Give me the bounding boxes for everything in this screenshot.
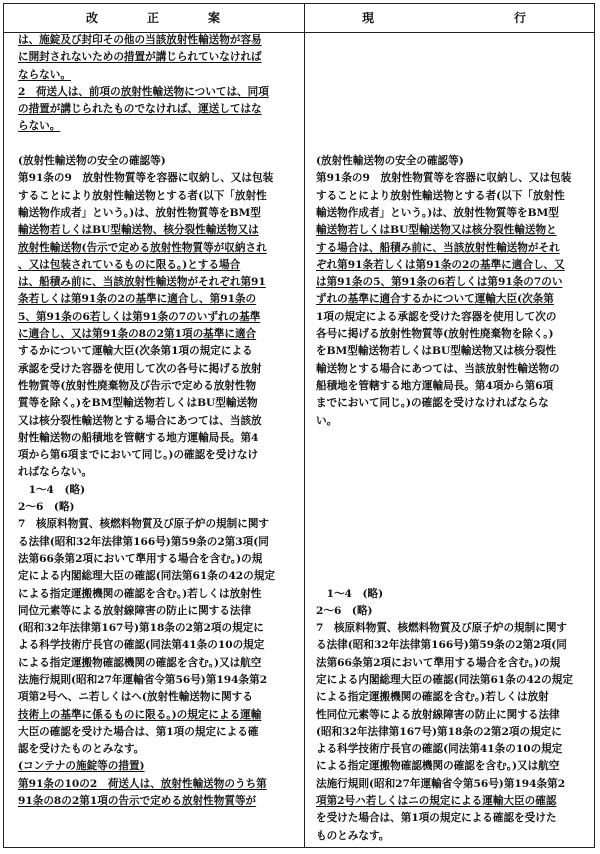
text-line: に開封されないための措置が講じられていなければ xyxy=(18,51,262,64)
header-left-char-2: 正 xyxy=(147,11,160,25)
table-header-row xyxy=(4,4,594,33)
text-line: 、又は包装されているものに限る。)とする場合 xyxy=(18,258,241,271)
text-line: 2〜6 (略) xyxy=(18,501,75,514)
text-line: による指定運搬機関の確認を含む。)若しくは放射 xyxy=(316,691,549,704)
text-line: らない。 xyxy=(18,120,61,133)
text-line: 性同位元素等による放射線障害の防止に関する法律 xyxy=(316,708,560,721)
text-line: 1項の規定による承認を受けた容器を使用して次の xyxy=(316,310,557,323)
text-line: 第91条の9 放射性物質等を容器に収納し、又は包装 xyxy=(18,172,274,185)
text-line: 法施行規則(昭和27年運輸省令第56号)第194条第2 xyxy=(18,673,268,686)
text-line: に適合し、又は第91条の8の2第1項の基準に適合 xyxy=(18,328,257,341)
text-line: い。 xyxy=(316,414,338,427)
revised-draft-column xyxy=(18,32,300,810)
text-line: ずれの基準に適合するかについて運輸大臣(次条第 xyxy=(316,293,554,306)
text-line: ならない。 xyxy=(18,68,71,81)
text-line: 性物質等(放射性廃棄物及び告示で定める放射性物 xyxy=(18,379,257,392)
text-line: 7 核原料物質、核燃料物質及び原子炉の規制に関す xyxy=(316,622,568,635)
section-heading: (放射性輸送物の安全の確認等) xyxy=(316,155,464,168)
current-column xyxy=(316,32,588,845)
text-line: 輸送物若しくはBU型輸送物又は核分裂性輸送物と xyxy=(316,224,557,237)
text-line: 定による内閣総理大臣の確認(同法第61条の42の規定 xyxy=(18,570,275,583)
text-line: 2〜6 (略) xyxy=(316,604,373,617)
text-line: (昭和32年法律第167号)第18条の2第2項の規定に xyxy=(316,725,562,738)
text-line: は、施錠及び封印その他の当該放射性輸送物が容易 xyxy=(18,34,262,46)
text-line: 7 核原料物質、核燃料物質及び原子炉の規制に関す xyxy=(18,518,270,531)
text-line: することにより放射性輸送物とする者(以下「放射性 xyxy=(18,189,267,202)
header-right-char-2: 行 xyxy=(514,11,527,25)
text-line: 輸送物若しくはBU型輸送物、核分裂性輸送物又は xyxy=(18,224,259,237)
text-line: による指定運搬物確認機関の確認を含む。)又は航空 xyxy=(18,656,262,669)
text-line: までにおいて同じ。)の確認を受けなければならな xyxy=(316,397,549,410)
section-heading: (放射性輸送物の安全の確認等) xyxy=(18,155,166,168)
text-line: 法第66条第2項において準用する場合を含む。)の規 xyxy=(316,656,561,669)
text-line: 承認を受けた容器を使用して次の各号に掲げる放射 xyxy=(18,362,262,375)
text-line: 条若しくは第91条の2の基準に適合し、第91条の xyxy=(18,293,257,306)
text-line: の措置が講じられたものでなければ、運送してはな xyxy=(18,103,262,116)
header-right-char-1: 現 xyxy=(362,11,375,25)
text-line: ればならない。 xyxy=(18,466,93,479)
text-line: 1〜4 (略) xyxy=(316,587,384,600)
text-line: 船積地を管轄する地方運輸局長。第4項から第6項 xyxy=(316,379,554,392)
text-line: は第91条の5、第91条の6若しくは第91条の7のい xyxy=(316,276,563,289)
text-line: 技術上の基準に係るものに限る。)の規定による運輸 xyxy=(18,708,262,721)
text-line: る法律(昭和32年法律第166号)第59条の2第3項(同 xyxy=(18,535,269,548)
text-line: 法第66条第2項において準用する場合を含む。)の規 xyxy=(18,552,263,565)
text-line: 91条の8の2第1項の告示で定める放射性物質等が xyxy=(18,795,257,808)
text-line: 放射性輸送物(告示で定める放射性物質等が収納され xyxy=(18,241,267,254)
text-line: 第91条の9 放射性物質等を容器に収納し、又は包装 xyxy=(316,172,572,185)
text-line: 輸送物作成者」という。)は、放射性物質等をBM型 xyxy=(18,206,261,219)
text-line: 大臣の確認を受けた場合は、第1項の規定による確 xyxy=(18,725,259,738)
text-line: 5、第91条の6若しくは第91条の7のいずれの基準 xyxy=(18,310,261,323)
header-left-char-1: 改 xyxy=(86,11,99,25)
text-line: は、船積み前に、当該放射性輸送物がそれぞれ第91 xyxy=(18,276,266,289)
text-line: による指定運搬機関の確認を含む。)若しくは放射性 xyxy=(18,587,262,600)
text-line: 項から第6項までにおいて同じ。)の確認を受けなけ xyxy=(18,449,259,462)
text-line: をBM型輸送物若しくはBU型輸送物又は核分裂性 xyxy=(316,345,557,358)
text-line: よる科学技術庁長官の確認(同法第41条の10の規定 xyxy=(316,743,563,756)
text-line: 輸送物作成者」という。)は、放射性物質等をBM型 xyxy=(316,206,559,219)
text-line: による指定運搬物確認機関の確認を含む。)又は航空 xyxy=(316,760,560,773)
text-line: る法律(昭和32年法律第166号)第59条の2第2項(同 xyxy=(316,639,567,652)
text-line: 各号に掲げる放射性物質等(放射性廃棄物を除く。) xyxy=(316,328,554,341)
text-line: (昭和32年法律第167号)第18条の2第2項の規定に xyxy=(18,622,264,635)
text-line: 認を受けたものとみなす。 xyxy=(18,743,145,756)
text-line: 質等を除く。)をBM型輸送物若しくはBU型輸送物 xyxy=(18,397,258,410)
text-line: する場合は、船積み前に、当該放射性輸送物がそれ xyxy=(316,241,560,254)
text-line: を受けた場合は、第1項の規定による確認を受けた xyxy=(316,812,557,825)
text-line: することにより放射性輸送物とする者(以下「放射性 xyxy=(316,189,565,202)
text-line: 1〜4 (略) xyxy=(18,483,86,496)
text-line: 項第2号へ、ニ若しくはヘ(放射性輸送物に関する xyxy=(18,691,253,704)
text-line: 又は核分裂性輸送物とする場合にあつては、当該放 xyxy=(18,414,262,427)
text-line: 同位元素等による放射線障害の防止に関する法律 xyxy=(18,604,252,617)
text-line: 2 荷送人は、前項の放射性輸送物については、同項 xyxy=(18,85,269,98)
text-line: 射性輸送物の船積地を管轄する地方運輸局長。第4 xyxy=(18,431,259,444)
text-line: 輸送物とする場合にあつては、当該放射性輸送物の xyxy=(316,362,560,375)
text-line: ものとみなす。 xyxy=(316,829,390,842)
text-line: 法施行規則(昭和27年運輸省令第56号)第194条第2 xyxy=(316,777,566,790)
text-line: 項第2号ハ若しくはニの規定による運輸大臣の確認 xyxy=(316,795,557,808)
text-line: よる科学技術庁長官の確認(同法第41条の10の規定 xyxy=(18,639,265,652)
header-left-char-3: 案 xyxy=(208,11,221,25)
text-line: するかについて運輸大臣(次条第1項の規定による xyxy=(18,345,253,358)
text-line: ぞれ第91条若しくは第91条の2の基準に適合し、又 xyxy=(316,258,565,271)
text-line: 定による内閣総理大臣の確認(同法第61条の42の規定 xyxy=(316,673,573,686)
text-line: 第91条の10の2 荷送人は、放射性輸送物のうち第 xyxy=(18,777,267,790)
section-heading: (コンテナの施錠等の措置) xyxy=(18,760,145,773)
column-divider xyxy=(304,4,305,847)
